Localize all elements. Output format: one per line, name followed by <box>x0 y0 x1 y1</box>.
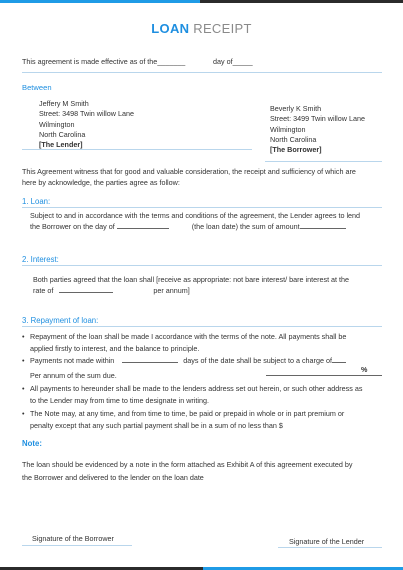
borrower-street: Street: 3499 Twin willow Lane <box>270 114 365 124</box>
note-line-1: The loan should be evidenced by a note in the form attached as Exhibit A of this agreement executed by <box>22 460 353 469</box>
bullet-dot: • <box>22 332 25 341</box>
charge-blank[interactable] <box>332 356 346 363</box>
loan-date-label: (the loan date) the sum of <box>191 222 274 231</box>
note-heading: Note: <box>22 439 42 448</box>
repayment-bullet-3-line-1: All payments to hereunder shall be made to the lenders address set out herein, or such other address as <box>30 384 363 393</box>
bullet-dot: • <box>22 356 25 365</box>
document-title <box>0 21 403 36</box>
repayment-bullet-1-line-2: applied firstly to interest, and the balance to principle. <box>30 344 200 353</box>
repayment-bullet-4-line-1: The Note may, at any time, and from time to time, be paid or prepaid in whole or in part premium or <box>30 409 345 418</box>
section-1-line-2 <box>30 222 346 231</box>
repayment-bullet-1-line-1: Repayment of the loan shall be made I accordance with the terms of the note. All payments shall be <box>30 332 347 341</box>
lender-street: Street: 3498 Twin willow Lane <box>39 109 134 119</box>
top-accent-bar-blue <box>0 0 200 3</box>
title-part-1: LOAN <box>151 21 190 36</box>
borrower-state: North Carolina <box>270 134 317 144</box>
section-2-line-2 <box>33 286 190 295</box>
amount-label: amount <box>275 222 300 231</box>
day-of-line <box>213 57 253 66</box>
repayment-bullet-2-line-2 <box>30 371 117 380</box>
divider <box>22 149 252 150</box>
effective-blank-2: _____ <box>232 57 253 66</box>
loan-day-blank[interactable] <box>117 222 169 229</box>
divider <box>22 326 382 327</box>
bullet-dot: • <box>22 384 25 393</box>
per-annum-sum-label: Per annum of the sum due. <box>30 371 117 380</box>
day-of-label: day of <box>213 57 233 66</box>
section-1-line-1: Subject to and in accordance with the terms and conditions of the agreement, the Lender agrees to lend <box>30 211 361 220</box>
note-line-2: the Borrower and delivered to the lender on the loan date <box>22 473 204 482</box>
section-1-heading: 1. Loan: <box>22 197 51 206</box>
borrower-city: Wilmington <box>270 124 306 134</box>
witness-paragraph <box>22 166 356 188</box>
interest-rate-blank[interactable] <box>59 286 113 293</box>
charge-label: days of the date shall be subject to a charge of <box>183 356 332 365</box>
repayment-bullet-2-line-1 <box>30 356 346 365</box>
per-annum-label: per annum] <box>153 286 190 295</box>
lender-city: Wilmington <box>39 119 75 129</box>
borrower-signature-label: Signature of the Borrower <box>32 534 114 543</box>
borrower-role: [The Borrower] <box>270 145 322 155</box>
lender-role: [The Lender] <box>39 140 83 150</box>
days-blank[interactable] <box>122 356 178 363</box>
lender-block <box>39 99 134 150</box>
lender-state: North Carolina <box>39 129 86 139</box>
effective-text: This agreement is made effective as of the <box>22 57 158 66</box>
divider <box>265 161 382 162</box>
divider <box>22 72 382 73</box>
between-label: Between <box>22 83 52 92</box>
charge-rate-blank[interactable] <box>266 375 382 376</box>
effective-date-line <box>22 57 185 66</box>
repayment-bullet-4-line-2: penalty except that any such partial payment shall be in a sum of no less than $ <box>30 421 283 430</box>
witness-line-2: here by acknowledge, the parties agree as follow: <box>22 178 180 187</box>
loan-day-label: the Borrower on the day of <box>30 222 115 231</box>
payments-not-made-label: Payments not made within <box>30 356 115 365</box>
lender-signature-label: Signature of the Lender <box>289 537 365 546</box>
borrower-signature-line[interactable] <box>22 545 132 546</box>
borrower-block <box>270 104 365 155</box>
repayment-bullet-3-line-2: to the Lender may from time to time designate in writing. <box>30 396 209 405</box>
witness-line-1: This Agreement witness that for good and valuable consideration, the receipt and sufficiency of which are <box>22 167 356 176</box>
title-part-2: RECEIPT <box>193 21 252 36</box>
section-2-heading: 2. Interest: <box>22 255 59 264</box>
section-3-heading: 3. Repayment of loan: <box>22 316 99 325</box>
divider <box>22 265 382 266</box>
top-accent-bar-dark <box>200 0 403 3</box>
bullet-dot: • <box>22 409 25 418</box>
lender-name: Jeffery M Smith <box>39 99 89 108</box>
effective-blank-1: _______ <box>157 57 186 66</box>
lender-signature-line[interactable] <box>278 547 382 548</box>
rate-label: rate of <box>33 286 54 295</box>
percent-sign: % <box>361 365 368 374</box>
divider <box>22 207 382 208</box>
borrower-name: Beverly K Smith <box>270 104 322 113</box>
loan-amount-blank[interactable] <box>300 222 346 229</box>
section-2-line-1: Both parties agreed that the loan shall [receive as appropriate: not bare interest/ bare interest at the <box>33 275 350 284</box>
